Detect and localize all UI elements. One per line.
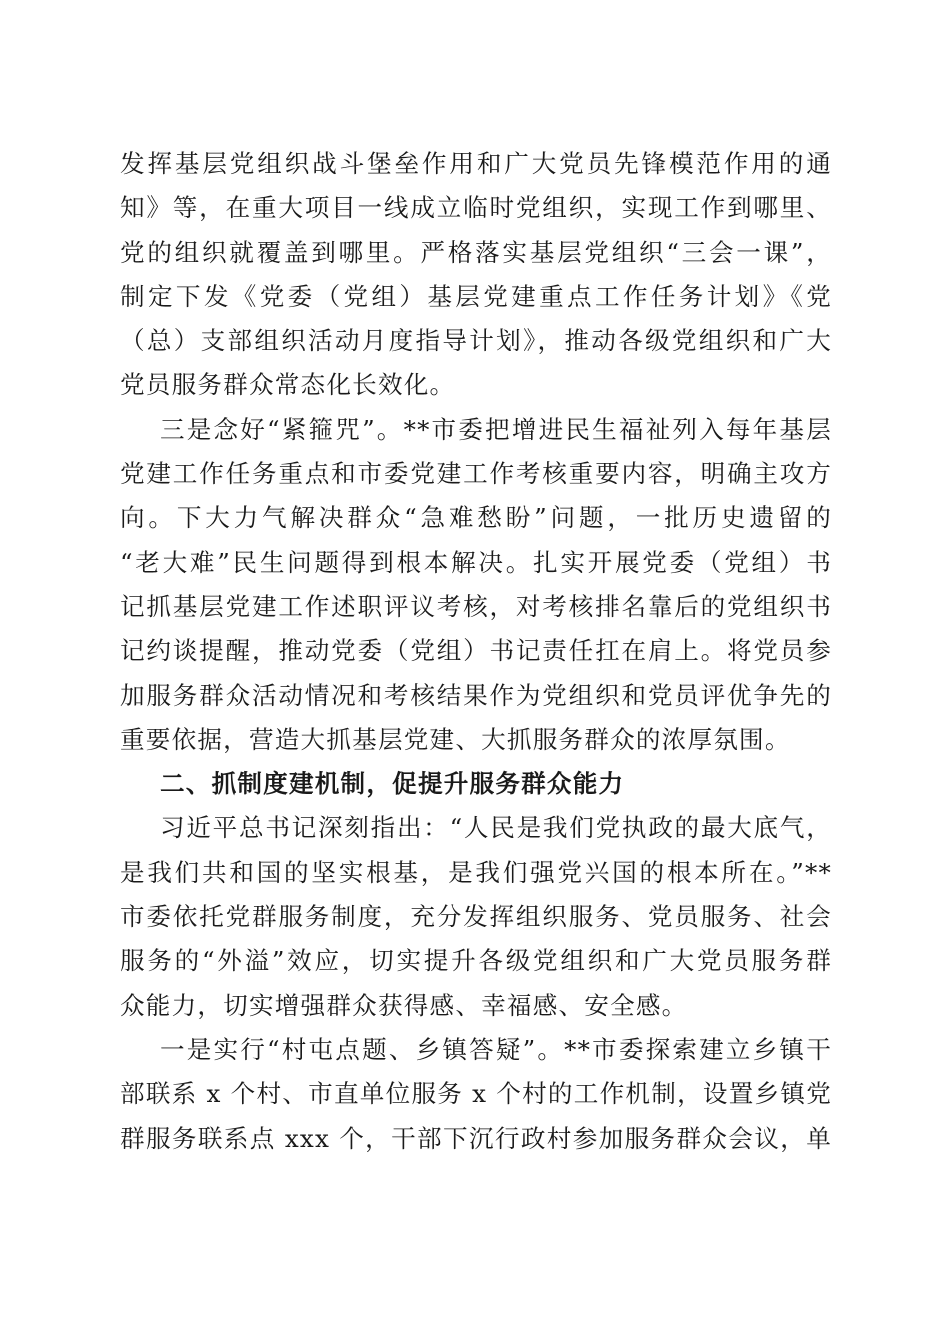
text-line: 党员服务群众常态化长效化。 [120, 370, 456, 400]
section-heading: 二、抓制度建机制，促提升服务群众能力 [160, 769, 625, 799]
text-line: 三是念好“紧箍咒”。**市委把增进民生福祉列入每年基层 [160, 414, 832, 444]
paragraph-one-village [120, 1028, 832, 1161]
text-line: 制定下发《党委（党组）基层党建重点工作任务计划》《党 [120, 281, 832, 311]
text-line: 一是实行“村屯点题、乡镇答疑”。**市委探索建立乡镇干 [160, 1034, 832, 1064]
text-line: 市委依托党群服务制度，充分发挥组织服务、党员服务、社会 [120, 902, 832, 932]
text-line: 是我们共和国的坚实根基，是我们强党兴国的根本所在。”** [120, 857, 832, 887]
text-line: 发挥基层党组织战斗堡垒作用和广大党员先锋模范作用的通 [120, 149, 832, 178]
document-body [120, 142, 832, 1161]
text-line: 向。下大力气解决群众“急难愁盼”问题，一批历史遗留的 [120, 503, 832, 533]
paragraph-three-tight-ring [120, 408, 832, 762]
text-line: 部联系 x 个村、市直单位服务 x 个村的工作机制，设置乡镇党 [120, 1079, 832, 1109]
text-line: 服务的“外溢”效应，切实提升各级党组织和广大党员服务群 [120, 946, 832, 976]
text-line: （总）支部组织活动月度指导计划》，推动各级党组织和广大 [120, 326, 832, 356]
text-line: “老大难”民生问题得到根本解决。扎实开展党委（党组）书 [120, 547, 832, 577]
text-line: 党的组织就覆盖到哪里。严格落实基层党组织“三会一课”， [120, 237, 832, 267]
text-line: 加服务群众活动情况和考核结果作为党组织和党员评优争先的 [120, 680, 832, 710]
text-line: 群服务联系点 xxx 个，干部下沉行政村参加服务群众会议，单 [120, 1123, 832, 1153]
text-line: 众能力，切实增强群众获得感、幸福感、安全感。 [120, 990, 688, 1020]
text-line: 重要依据，营造大抓基层党建、大抓服务群众的浓厚氛围。 [120, 724, 791, 754]
paragraph-quote [120, 806, 832, 1027]
text-line: 习近平总书记深刻指出：“人民是我们党执政的最大底气， [160, 813, 832, 843]
paragraph-continuation [120, 142, 832, 408]
text-line: 知》等，在重大项目一线成立临时党组织，实现工作到哪里、 [120, 193, 832, 223]
text-line: 党建工作任务重点和市委党建工作考核重要内容，明确主攻方 [120, 459, 832, 489]
text-line: 记约谈提醒，推动党委（党组）书记责任扛在肩上。将党员参 [120, 636, 832, 666]
text-line: 记抓基层党建工作述职评议考核，对考核排名靠后的党组织书 [120, 591, 832, 621]
